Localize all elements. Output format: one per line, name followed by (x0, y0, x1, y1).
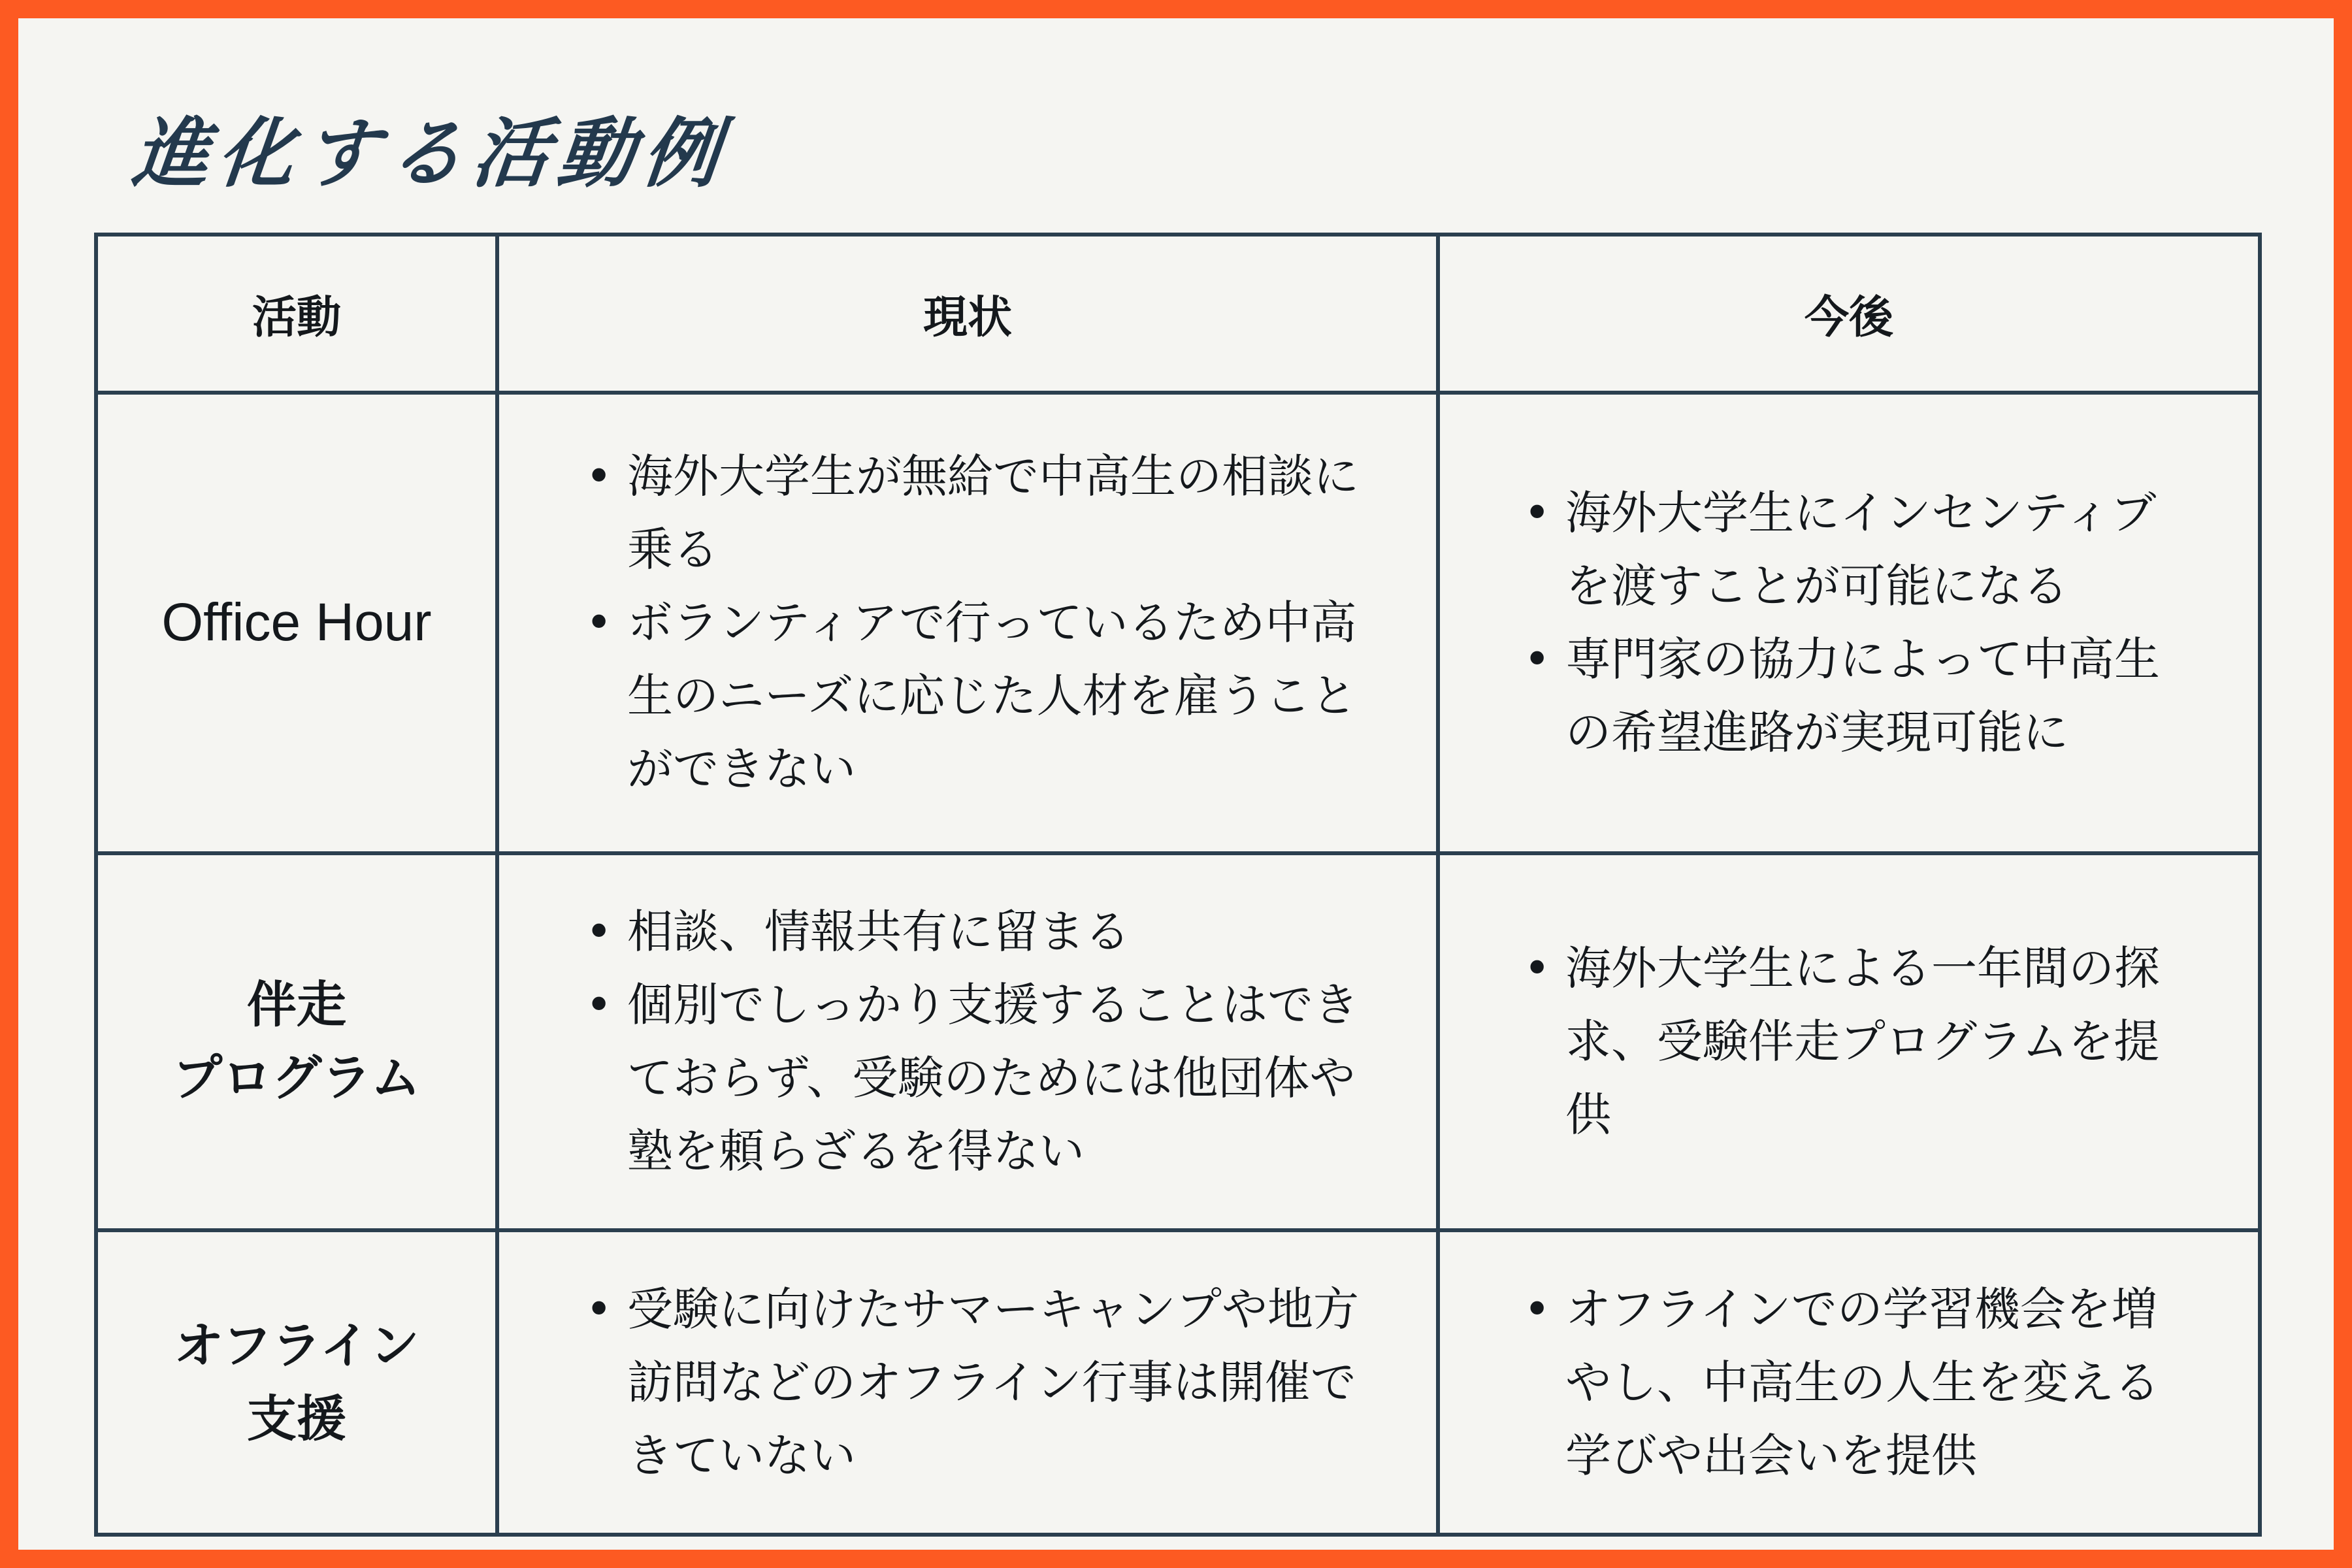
future-list (1524, 932, 2199, 1151)
table-header (96, 235, 2260, 393)
activity-cell (96, 1230, 497, 1535)
activity-comparison-table (94, 233, 2262, 1537)
future-cell (1438, 853, 2260, 1231)
slide-title: 進化する活動例 (128, 110, 733, 198)
activity-cell (96, 393, 497, 853)
list-item (585, 895, 1364, 968)
list-item-text: 海外大学生にインセンティブを渡すことが可能になる (1565, 486, 2157, 613)
current-cell (497, 393, 1438, 853)
list-item (585, 440, 1364, 586)
list-item (585, 968, 1364, 1188)
list-item (1524, 623, 2199, 769)
list-item-text: オフラインでの学習機会を増やし、中高生の人生を変える学びや出会いを提供 (1565, 1282, 2160, 1483)
list-item-text: ボランティアで行っているため中高生のニーズに応じた人材を雇うことができない (627, 596, 1357, 796)
header-current: 現状 (497, 235, 1438, 393)
activity-name: Office Hour (161, 593, 432, 653)
current-list (585, 440, 1364, 806)
current-cell (497, 853, 1438, 1231)
future-cell (1438, 1230, 2260, 1535)
bullet-icon: • (585, 905, 613, 959)
bullet-icon: • (1524, 941, 1551, 996)
slide-canvas (18, 18, 2334, 1550)
future-list (1524, 476, 2199, 769)
list-item (1524, 1273, 2199, 1492)
table-row (96, 1230, 2260, 1535)
activity-cell (96, 853, 497, 1231)
bullet-icon: • (585, 1282, 613, 1337)
list-item-text: 個別でしっかり支援することはできておらず、受験のためには他団体や塾を頼らざるを得ない (627, 978, 1359, 1179)
list-item-text: 海外大学生が無給で中高生の相談に乗る (627, 449, 1359, 577)
list-item (585, 586, 1364, 806)
table-row (96, 393, 2260, 853)
bullet-icon: • (585, 449, 613, 504)
current-list (585, 895, 1364, 1188)
activity-name-line: 支援 (247, 1390, 346, 1448)
list-item (585, 1273, 1364, 1492)
list-item (1524, 476, 2199, 623)
future-cell (1438, 393, 2260, 853)
future-list (1524, 1273, 2199, 1492)
bullet-icon: • (1524, 486, 1551, 540)
bullet-icon: • (1524, 1282, 1551, 1337)
activity-name-line: オフライン (174, 1316, 419, 1375)
activity-name-line: 伴走 (247, 975, 346, 1034)
list-item-text: 相談、情報共有に留まる (627, 905, 1130, 959)
list-item (1524, 932, 2199, 1151)
header-activity: 活動 (96, 235, 497, 393)
activity-name-line: プログラム (172, 1049, 421, 1107)
header-future: 今後 (1438, 235, 2260, 393)
list-item-text: 受験に向けたサマーキャンプや地方訪問などのオフライン行事は開催できていない (627, 1282, 1359, 1483)
list-item-text: 専門家の協力によって中高生の希望進路が実現可能に (1565, 632, 2160, 760)
current-cell (497, 1230, 1438, 1535)
bullet-icon: • (585, 978, 613, 1032)
bullet-icon: • (585, 596, 613, 650)
table-body (96, 393, 2260, 1535)
list-item-text: 海外大学生による一年間の探求、受験伴走プログラムを提供 (1565, 941, 2160, 1142)
current-list (585, 1273, 1364, 1492)
header-row (96, 235, 2260, 393)
bullet-icon: • (1524, 632, 1551, 687)
table-row (96, 853, 2260, 1231)
